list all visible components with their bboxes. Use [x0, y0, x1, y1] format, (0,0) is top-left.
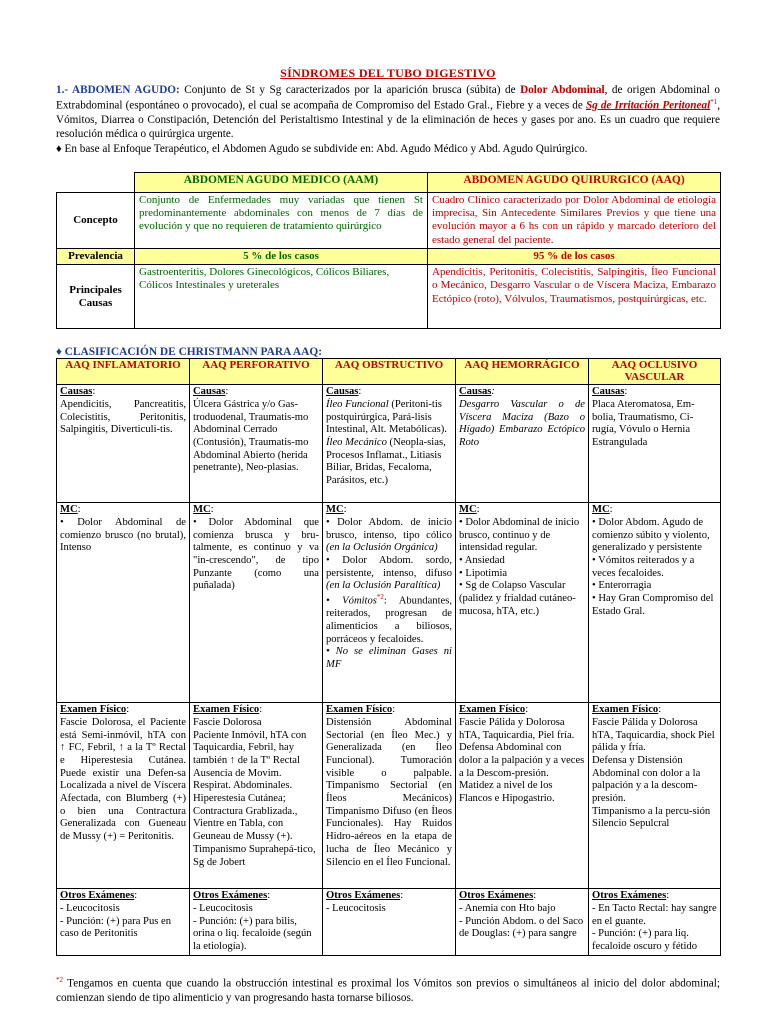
oe-text: - Anemia con Hto bajo - Punción Abdom. o del Saco de Douglas: (+) para sangre	[459, 902, 584, 940]
mc-hemorragico: MC: • Dolor Abdominal de inicio brusco, continuo y de intensidad regular. • Ansiedad • Lipotimia • Sg de Colapso Vascular (palidez y frialdad cutáneo-mucosa, hTA, etc.)	[456, 503, 589, 703]
intro-text-3: , Vómitos, Diarrea o Constipación, Detención del Peristaltismo Intestinal y de la eliminación de heces y gases por ano. Es un cuadro que requiere resolución médica o quirúrgica urgente.	[56, 99, 720, 141]
mc-italic: (en la Oclusión Paralítica)	[326, 580, 441, 592]
mc-label: MC	[193, 504, 211, 516]
footnote-ref-1: *1	[710, 97, 718, 106]
ef-text: Fascie Dolorosa, el Paciente está Semi-inmóvil, hTA con ↑ FC, Febril, ↑ a la Tº Rectal e Hiperestesia Cutánea. Puede existir una Defen-sa Localizada a nivel de Víscera Afectada, con Blumberg (+) o bien una Contractura Generalizada con Gueneau de Mussy (+) = Peritonitis.	[60, 716, 186, 843]
section-heading: ABDOMEN AGUDO:	[72, 84, 180, 97]
ef-oclusivo: Examen Físico: Fascie Pálida y Dolorosa hTA, Taquicardia, shock Piel pálida y fría. Defensa y Distensión Abdominal con dolor a la palpación y a la descom-presión. Timpanismo a la percu-sión Silencio Sepulcral	[589, 703, 721, 889]
mc-label: MC	[592, 504, 610, 516]
header-perforativo: AAQ PERFORATIVO	[190, 359, 323, 385]
mc-italic: (en la Oclusión Orgánica)	[326, 542, 438, 554]
oe-inflamatorio: Otros Exámenes: - Leucocitosis - Punción: (+) para Pus en caso de Peritonitis	[57, 889, 190, 956]
oe-text: - Leucocitosis - Punción: (+) para bilis, orina o liq. fecaloide (según la etiología).	[193, 902, 312, 952]
empty-corner	[57, 173, 135, 193]
mc-text: • Dolor Abdom. sordo, persistente, intenso, difuso	[326, 554, 452, 579]
causas-text: Placa Ateromatosa, Em-bolia, Traumatismo, Ci-rugía, Vóvulo o Hernia Estrangulada	[592, 398, 695, 448]
dolor-abdominal-term: Dolor Abdominal	[520, 84, 605, 97]
causas-inflamatorio: Causas: Apendicitis, Pancreatitis, Colecistitis, Peritonitis, Salpingitis, Diverticuli-tis.	[57, 385, 190, 503]
causas-aam: Gastroenteritis, Dolores Ginecológicos, Cólicos Biliares, Cólicos Intestinales y ureterales	[135, 265, 428, 329]
intro-paragraph	[56, 83, 720, 141]
mc-obstructivo: MC: • Dolor Abdom. de inicio brusco, intenso, tipo cólico (en la Oclusión Orgánica) • Dolor Abdom. sordo, persistente, intenso, difuso (en la Oclusión Paralítica) • Vómitos$^{*2}$: Abundantes, reiterados, progresan de alimenticios a biliosos, porráceos y fecaloides. • No se eliminan Gases ni MF	[323, 503, 456, 703]
prevalencia-aam: 5 % de los casos	[135, 249, 428, 265]
concepto-aaq: Cuadro Clínico caracterizado por Dolor Abdominal de etiología imprecisa, Sin Antecedente Similares Previos y que tiene una evolución mayor a 6 hs con un rápido y marcado deterioro del estado general del paciente.	[428, 193, 721, 249]
ef-text: Fascie Pálida y Dolorosa hTA, Taquicardia, Piel fría. Defensa Abdominal con dolor a la palpación y a veces a la Descom-presión. Matidez a nivel de los Flancos e Hipogastrio.	[459, 716, 585, 805]
mc-text: • Dolor Abdom. de inicio brusco, intenso, tipo cólico	[326, 516, 452, 541]
intro-text-1: Conjunto de St y Sg caracterizados por la aparición brusca (súbita) de	[179, 84, 521, 97]
header-obstructivo: AAQ OBSTRUCTIVO	[323, 359, 456, 385]
causas-oclusivo: Causas: Placa Ateromatosa, Em-bolia, Traumatismo, Ci-rugía, Vóvulo o Hernia Estrangulada	[589, 385, 721, 503]
oe-label: Otros Exámenes	[592, 890, 667, 902]
christmann-heading: ♦ CLASIFICACIÓN DE CHRISTMANN PARA AAQ:	[56, 346, 323, 358]
mc-perforativo: MC: • Dolor Abdominal que comienza brusca y bru-talmente, es continuo y va "in-crescendo", de tipo Punzante (como una puñalada)	[190, 503, 323, 703]
mc-text: • Dolor Abdominal que comienza brusca y bru-talmente, es continuo y va "in-crescendo", de tipo Punzante (como una puñalada)	[193, 516, 319, 592]
footnote-marker: *2	[56, 976, 63, 984]
mc-label: MC	[459, 504, 477, 516]
header-oclusivo-vascular: AAQ OCLUSIVO VASCULAR	[589, 359, 721, 385]
ef-label: Examen Físico	[592, 704, 659, 716]
causas-text: Desgarro Vascular o de Víscera Maciza (Bazo o Hígado) Embarazo Ectópico Roto	[459, 398, 585, 448]
mc-italic: • No se eliminan Gases ni MF	[326, 646, 452, 671]
causas-perforativo: Causas: Úlcera Gástrica y/o Gas-troduodenal, Traumatis-mo Abdominal Cerrado (Contusión), Traumatis-mo Abdominal Abierto (herida penetrante), Neo-plasias.	[190, 385, 323, 503]
oe-label: Otros Exámenes	[60, 890, 135, 902]
document-body	[56, 66, 720, 157]
causas-label: Causas	[193, 386, 226, 398]
mc-text: • Dolor Abdom. Agudo de comienzo súbito y violento, generalizado y persistente • Vómitos reiterados y a veces fecaloides. • Enterorragia • Hay Gran Compromiso del Estado Gral.	[592, 516, 714, 617]
intro-text-2: , de origen Abdominal o Extrabdominal (espontáneo o provocado), el cual se acompaña de Compromiso del Estado Gral., Fiebre y a veces de	[56, 84, 720, 112]
mc-text: : Abundantes, reiterados, progresan de alimenticios a biliosos, porráceos y fecaloides.	[326, 595, 452, 645]
mc-inflamatorio: MC: • Dolor Abdominal de comienzo brusco (no brutal), Intenso	[57, 503, 190, 703]
ileo-funcional-term: Íleo Funcional	[326, 398, 389, 410]
page-title: SÍNDROMES DEL TUBO DIGESTIVO	[280, 66, 496, 80]
header-aam: ABDOMEN AGUDO MEDICO (AAM)	[135, 173, 428, 193]
sg-irritacion-term: Sg de Irritación Peritoneal	[585, 99, 711, 112]
causas-text: (Peritoni-tis postquirúrgica, Pará-lisis Intestinal, Alt. Metabólicas).	[326, 398, 447, 436]
section-number: 1.-	[56, 84, 73, 97]
ef-label: Examen Físico	[60, 704, 127, 716]
oe-label: Otros Exámenes	[193, 890, 268, 902]
causas-obstructivo: Causas: Íleo Funcional (Peritoni-tis postquirúrgica, Pará-lisis Intestinal, Alt. Metabólicas). Íleo Mecánico (Neopla-sias, Procesos Inflamat., Litiasis Biliar, Bridas, Fecaloma, Parásitos, etc.)	[323, 385, 456, 503]
footnote-text: Tengamos en cuenta que cuando la obstrucción intestinal es proximal los Vómitos son previos o simultáneos al inicio del dolor abdominal; comienzan siendo de tipo alimenticio y van progresando hasta tornarse biliosos.	[56, 977, 720, 1005]
footnote	[56, 976, 720, 1006]
ef-label: Examen Físico	[193, 704, 260, 716]
ef-text: Fascie Dolorosa Paciente Inmóvil, hTA con Taquicardia, Febril, hay también ↑ de la Tº Rectal Ausencia de Movim. Respirat. Abdominales. Hiperestesia Cutánea; Contractura Grablizada., Vientre en Tabla, con Geuneau de Mussy (+). Timpanismo Suprahepá-tico, Sg de Jobert	[193, 716, 316, 868]
oe-text: - Leucocitosis - Punción: (+) para Pus en caso de Peritonitis	[60, 902, 172, 940]
mc-text: • Dolor Abdominal de inicio brusco, continuo y de intensidad regular. • Ansiedad • Lipotimia • Sg de Colapso Vascular (palidez y frialdad cutáneo-mucosa, hTA, etc.)	[459, 516, 580, 617]
oe-text: - Leucocitosis	[326, 902, 386, 914]
footnote-ref-2: *2	[376, 593, 384, 602]
oe-obstructivo: Otros Exámenes: - Leucocitosis	[323, 889, 456, 956]
ef-hemorragico: Examen Físico: Fascie Pálida y Dolorosa hTA, Taquicardia, Piel fría. Defensa Abdominal con dolor a la palpación y a veces a la Descom-presión. Matidez a nivel de los Flancos e Hipogastrio.	[456, 703, 589, 889]
header-inflamatorio: AAQ INFLAMATORIO	[57, 359, 190, 385]
causas-label: Causas	[592, 386, 625, 398]
causas-hemorragico: Causas: Desgarro Vascular o de Víscera Maciza (Bazo o Hígado) Embarazo Ectópico Roto	[456, 385, 589, 503]
subdivision-bullet: ♦ En base al Enfoque Terapéutico, el Abdomen Agudo se subdivide en: Abd. Agudo Médico y Abd. Agudo Quirúrgico.	[56, 143, 588, 156]
ef-obstructivo: Examen Físico: Distensión Abdominal Sectorial (en Íleo Mec.) y Generalizada (en Íleo Funcional). Tumoración visible o palpable. Timpanismo Sectorial (en Íleos Mecánicos) Timpanismo Difuso (en Íleos Funcionales). Hay Ruidos Hidro-aéreos en la etapa de lucha de Íleo Mecánico y Silencio en el Íleo Funcional.	[323, 703, 456, 889]
row-label-prevalencia: Prevalencia	[57, 249, 135, 265]
concepto-aam: Conjunto de Enfermedades muy variadas que tienen St predominantemente abdominales con menos de 7 días de evolución y que no requieren de tratamiento quirúrgico	[135, 193, 428, 249]
causas-label: Causas	[459, 386, 492, 398]
aam-aaq-table	[56, 172, 721, 329]
oe-label: Otros Exámenes	[326, 890, 401, 902]
causas-text: (Neopla-sias, Procesos Inflamat., Litiasis Biliar, Bridas, Fecaloma, Parásitos, etc.)	[326, 436, 446, 487]
causas-label: Causas	[60, 386, 93, 398]
ef-label: Examen Físico	[459, 704, 526, 716]
ef-label: Examen Físico	[326, 704, 393, 716]
causas-text: Úlcera Gástrica y/o Gas-troduodenal, Traumatis-mo Abdominal Cerrado (Contusión), Traumatis-mo Abdominal Abierto (herida penetrante), Neo-plasias.	[193, 398, 309, 474]
ileo-mecanico-term: Íleo Mecánico	[326, 436, 387, 448]
oe-perforativo: Otros Exámenes: - Leucocitosis - Punción: (+) para bilis, orina o liq. fecaloide (según la etiología).	[190, 889, 323, 956]
ef-text: Fascie Pálida y Dolorosa hTA, Taquicardia, shock Piel pálida y fría. Defensa y Distensión Abdominal con dolor a la palpación y a la descom-presión. Timpanismo a la percu-sión Silencio Sepulcral	[592, 716, 715, 830]
causas-aaq: Apendicitis, Peritonitis, Colecistitis, Salpingitis, Íleo Funcional o Mecánico, Desgarro Vascular o de Víscera Maciza, Embarazo Ectópico (roto), Vólvulos, Traumatismos, postquirúrgicas, etc.	[428, 265, 721, 329]
mc-oclusivo: MC: • Dolor Abdom. Agudo de comienzo súbito y violento, generalizado y persistente • Vómitos reiterados y a veces fecaloides. • Enterorragia • Hay Gran Compromiso del Estado Gral.	[589, 503, 721, 703]
oe-hemorragico: Otros Exámenes: - Anemia con Hto bajo - Punción Abdom. o del Saco de Douglas: (+) para sangre	[456, 889, 589, 956]
oe-label: Otros Exámenes	[459, 890, 534, 902]
causas-label: Causas	[326, 386, 359, 398]
row-label-causas: Principales Causas	[57, 265, 135, 329]
mc-label: MC	[60, 504, 78, 516]
mc-label: MC	[326, 504, 344, 516]
vomitos-term: • Vómitos	[326, 595, 377, 607]
oe-oclusivo: Otros Exámenes: - En Tacto Rectal: hay sangre en el guante. - Punción: (+) para liq. fecaloide oscuro y fétido	[589, 889, 721, 956]
header-hemorragico: AAQ HEMORRÁGICO	[456, 359, 589, 385]
header-aaq: ABDOMEN AGUDO QUIRURGICO (AAQ)	[428, 173, 721, 193]
oe-text: - En Tacto Rectal: hay sangre en el guante. - Punción: (+) para liq. fecaloide oscuro y fétido	[592, 902, 717, 952]
row-label-concepto: Concepto	[57, 193, 135, 249]
mc-text: • Dolor Abdominal de comienzo brusco (no brutal), Intenso	[60, 516, 186, 554]
ef-text: Distensión Abdominal Sectorial (en Íleo Mec.) y Generalizada (en Íleo Funcional). Tumoración visible o palpable. Timpanismo Sectorial (en Íleos Mecánicos) Timpanismo Difuso (en Íleos Funcionales). Hay Ruidos Hidro-aéreos en la etapa de lucha de Íleo Mecánico y Silencio en el Íleo Funcional.	[326, 716, 452, 868]
ef-inflamatorio: Examen Físico: Fascie Dolorosa, el Paciente está Semi-inmóvil, hTA con ↑ FC, Febril, ↑ a la Tº Rectal e Hiperestesia Cutánea. Puede existir una Defen-sa Localizada a nivel de Víscera Afectada, con Blumberg (+) o bien una Contractura Generalizada con Gueneau de Mussy (+) = Peritonitis.	[57, 703, 190, 889]
ef-perforativo: Examen Físico: Fascie Dolorosa Paciente Inmóvil, hTA con Taquicardia, Febril, hay también ↑ de la Tº Rectal Ausencia de Movim. Respirat. Abdominales. Hiperestesia Cutánea; Contractura Grablizada., Vientre en Tabla, con Geuneau de Mussy (+). Timpanismo Suprahepá-tico, Sg de Jobert	[190, 703, 323, 889]
christmann-table	[56, 358, 721, 956]
causas-text: Apendicitis, Pancreatitis, Colecistitis, Peritonitis, Salpingitis, Diverticuli-tis.	[60, 398, 186, 436]
prevalencia-aaq: 95 % de los casos	[428, 249, 721, 265]
